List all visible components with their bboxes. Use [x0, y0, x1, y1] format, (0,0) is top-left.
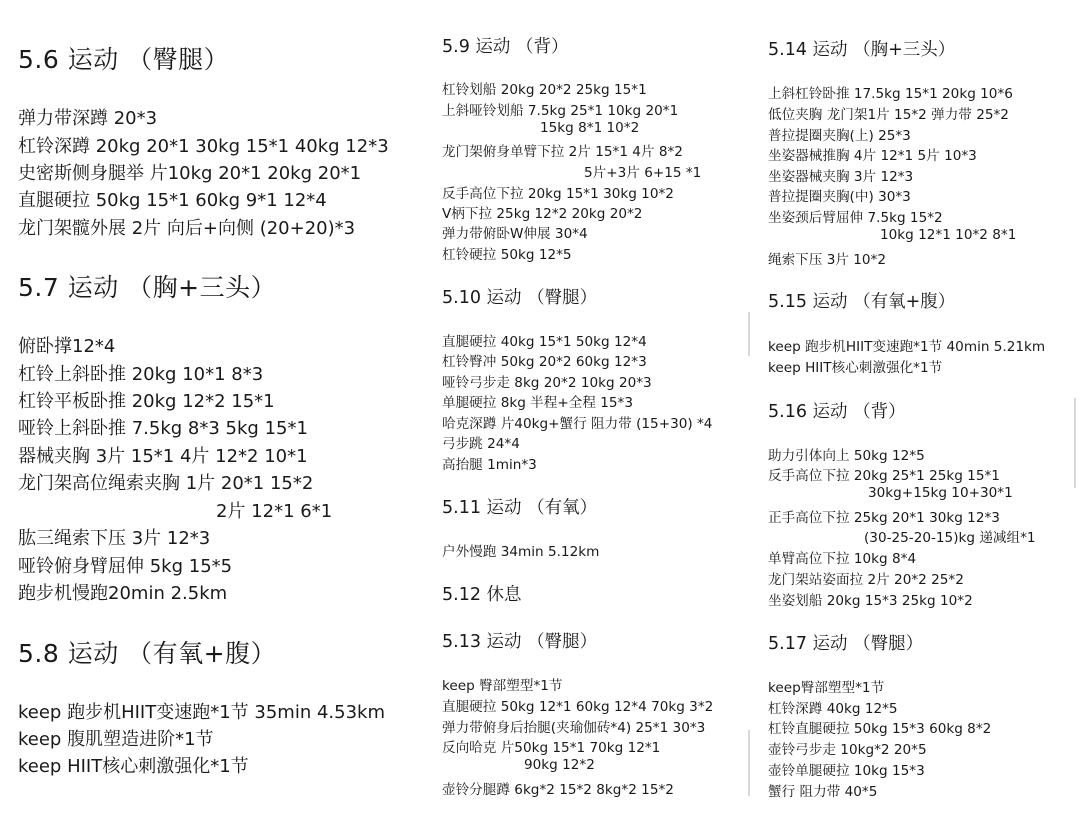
list-item-continuation: 2片 12*1 6*1 [216, 501, 333, 522]
list-item: keep 跑步机HIIT变速跑*1节 40min 5.21km [768, 339, 1046, 355]
list-item: 杠铃平板卧推 20kg 12*2 15*1 [18, 391, 275, 412]
list-item: 龙门架髋外展 2片 向后+向侧 (20+20)*3 [18, 218, 356, 239]
section-title-5-11: 5.11 运动 （有氧） [442, 498, 598, 518]
list-item: 杠铃直腿硬拉 50kg 15*3 60kg 8*2 [768, 721, 992, 737]
list-item: 低位夹胸 龙门架1片 15*2 弹力带 25*2 [768, 107, 1009, 123]
list-item: 弓步跳 24*4 [442, 436, 520, 452]
list-item: 反手高位下拉 20kg 25*1 25kg 15*1 [768, 468, 1000, 484]
list-item: 杠铃硬拉 50kg 12*5 [442, 247, 572, 263]
list-item-continuation: (30-25-20-15)kg 递减组*1 [864, 530, 1036, 546]
section-title-5-9: 5.9 运动 （背） [442, 37, 569, 57]
list-item: 杠铃划船 20kg 20*2 25kg 15*1 [442, 82, 647, 98]
list-item-continuation: 10kg 12*1 10*2 8*1 [880, 227, 1017, 243]
list-item-continuation: 90kg 12*2 [524, 757, 595, 773]
list-item: 普拉提圈夹胸(上) 25*3 [768, 128, 911, 144]
list-item: 壶铃单腿硬拉 10kg 15*3 [768, 763, 925, 779]
list-item: keep臀部塑型*1节 [768, 680, 885, 696]
list-item: 杠铃臀冲 50kg 20*2 60kg 12*3 [442, 354, 647, 370]
list-item: 坐姿器械推胸 4片 12*1 5片 10*3 [768, 148, 977, 164]
list-item: 直腿硬拉 40kg 15*1 50kg 12*4 [442, 334, 647, 350]
section-title-5-17: 5.17 运动 （臀腿） [768, 634, 924, 654]
list-item: 直腿硬拉 50kg 15*1 60kg 9*1 12*4 [18, 190, 327, 211]
list-item: 俯卧撑12*4 [18, 336, 116, 357]
section-title-5-6: 5.6 运动 （臀腿） [18, 45, 230, 74]
list-item: keep HIIT核心刺激强化*1节 [768, 360, 943, 376]
list-item: 哑铃弓步走 8kg 20*2 10kg 20*3 [442, 375, 652, 391]
list-item: 高抬腿 1min*3 [442, 457, 537, 473]
list-item: keep 腹肌塑造进阶*1节 [18, 729, 214, 750]
list-item: 反手高位下拉 20kg 15*1 30kg 10*2 [442, 186, 674, 202]
section-title-5-13: 5.13 运动 （臀腿） [442, 632, 598, 652]
list-item: 户外慢跑 34min 5.12km [442, 544, 600, 560]
section-title-5-12: 5.12 休息 [442, 585, 522, 605]
list-item: 上斜哑铃划船 7.5kg 25*1 10kg 20*1 [442, 103, 679, 119]
list-item: 弹力带俯身后抬腿(夹瑜伽砖*4) 25*1 30*3 [442, 720, 706, 736]
list-item: 杠铃深蹲 20kg 20*1 30kg 15*1 40kg 12*3 [18, 136, 389, 157]
list-item: 杠铃深蹲 40kg 12*5 [768, 701, 898, 717]
list-item: 反向哈克 片50kg 15*1 70kg 12*1 [442, 740, 661, 756]
list-item: 正手高位下拉 25kg 20*1 30kg 12*3 [768, 510, 1000, 526]
list-item: V柄下拉 25kg 12*2 20kg 20*2 [442, 206, 643, 222]
list-item: 绳索下压 3片 10*2 [768, 252, 887, 268]
list-item: 哈克深蹲 片40kg+蟹行 阻力带 (15+30) *4 [442, 416, 713, 432]
list-item: 单腿硬拉 8kg 半程+全程 15*3 [442, 395, 633, 411]
list-item: 龙门架俯身单臂下拉 2片 15*1 4片 8*2 [442, 144, 683, 160]
list-item: keep HIIT核心刺激强化*1节 [18, 756, 249, 777]
list-item: 坐姿划船 20kg 15*3 25kg 10*2 [768, 593, 973, 609]
list-item: 直腿硬拉 50kg 12*1 60kg 12*4 70kg 3*2 [442, 699, 714, 715]
list-item: 坐姿颈后臂屈伸 7.5kg 15*2 [768, 210, 943, 226]
list-item: 弹力带深蹲 20*3 [18, 108, 158, 129]
divider [748, 312, 750, 356]
divider [748, 730, 750, 796]
section-title-5-15: 5.15 运动 （有氧+腹） [768, 292, 956, 312]
section-title-5-10: 5.10 运动 （臀腿） [442, 288, 598, 308]
divider [1074, 398, 1076, 488]
list-item: 龙门架高位绳索夹胸 1片 20*1 15*2 [18, 473, 314, 494]
list-item-continuation: 15kg 8*1 10*2 [540, 120, 640, 136]
list-item-continuation: 30kg+15kg 10+30*1 [868, 485, 1013, 501]
list-item: keep 臀部塑型*1节 [442, 678, 563, 694]
list-item: 单臂高位下拉 10kg 8*4 [768, 551, 917, 567]
section-title-5-7: 5.7 运动 （胸+三头） [18, 273, 277, 302]
list-item: 哑铃俯身臂屈伸 5kg 15*5 [18, 556, 233, 577]
section-title-5-16: 5.16 运动 （背） [768, 402, 906, 422]
section-title-5-8: 5.8 运动 （有氧+腹） [18, 639, 277, 668]
list-item: 普拉提圈夹胸(中) 30*3 [768, 189, 911, 205]
list-item: 上斜杠铃卧推 17.5kg 15*1 20kg 10*6 [768, 86, 1013, 102]
list-item: 肱三绳索下压 3片 12*3 [18, 528, 211, 549]
list-item: 哑铃上斜卧推 7.5kg 8*3 5kg 15*1 [18, 418, 308, 439]
list-item: 壶铃弓步走 10kg*2 20*5 [768, 742, 927, 758]
list-item: 跑步机慢跑20min 2.5km [18, 583, 228, 604]
list-item: 龙门架站姿面拉 2片 20*2 25*2 [768, 572, 964, 588]
list-item: 蟹行 阻力带 40*5 [768, 784, 878, 800]
list-item: keep 跑步机HIIT变速跑*1节 35min 4.53km [18, 702, 386, 723]
list-item: 弹力带俯卧W伸展 30*4 [442, 226, 588, 242]
list-item: 杠铃上斜卧推 20kg 10*1 8*3 [18, 364, 264, 385]
list-item-continuation: 5片+3片 6+15 *1 [584, 165, 702, 181]
list-item: 器械夹胸 3片 15*1 4片 12*2 10*1 [18, 446, 308, 467]
list-item: 史密斯侧身腿举 片10kg 20*1 20kg 20*1 [18, 163, 362, 184]
list-item: 助力引体向上 50kg 12*5 [768, 448, 925, 464]
list-item: 壶铃分腿蹲 6kg*2 15*2 8kg*2 15*2 [442, 782, 674, 798]
section-title-5-14: 5.14 运动 （胸+三头） [768, 40, 956, 60]
list-item: 坐姿器械夹胸 3片 12*3 [768, 169, 914, 185]
